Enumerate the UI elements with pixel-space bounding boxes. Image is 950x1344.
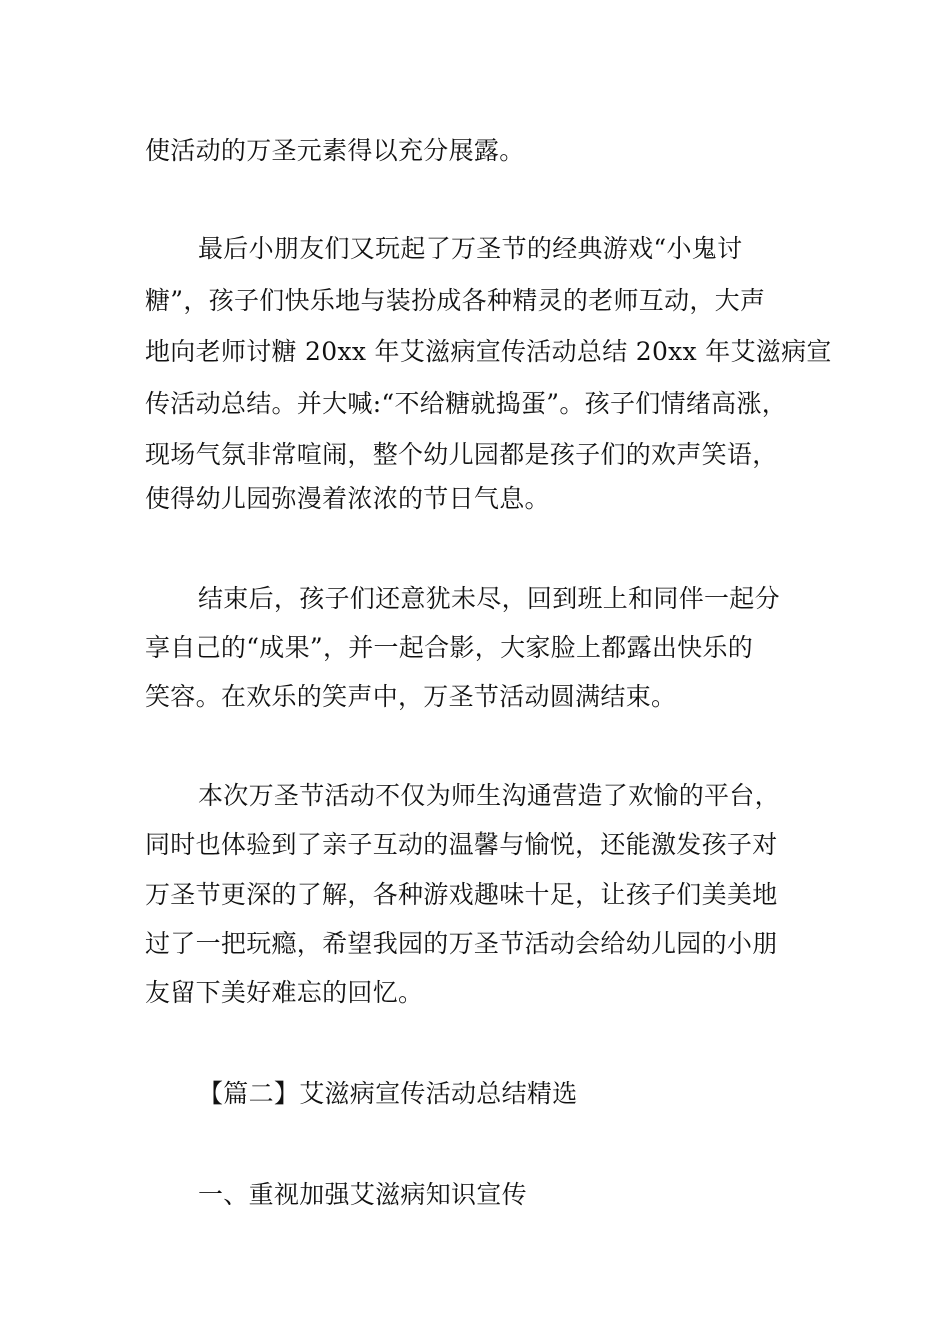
section-subheading: 一、重视加强艾滋病知识宣传 xyxy=(198,1180,527,1209)
paragraph-line: 万圣节更深的了解，各种游戏趣味十足，让孩子们美美地 xyxy=(145,880,778,909)
paragraph-line: 使得幼儿园弥漫着浓浓的节日气息。 xyxy=(145,484,550,513)
paragraph-line: 最后小朋友们又玩起了万圣节的经典游戏“小鬼讨 xyxy=(198,234,743,263)
paragraph-line: 笑容。在欢乐的笑声中，万圣节活动圆满结束。 xyxy=(145,682,677,711)
paragraph-line: 友留下美好难忘的回忆。 xyxy=(145,978,424,1007)
paragraph-line: 现场气氛非常喧闹，整个幼儿园都是孩子们的欢声笑语， xyxy=(145,440,778,469)
paragraph-line: 地向老师讨糖 20xx 年艾滋病宣传活动总结 20xx 年艾滋病宣 xyxy=(145,337,832,366)
paragraph-line: 使活动的万圣元素得以充分展露。 xyxy=(145,136,525,165)
paragraph-line: 同时也体验到了亲子互动的温馨与愉悦，还能激发孩子对 xyxy=(145,830,778,859)
section-title: 【篇二】艾滋病宣传活动总结精选 xyxy=(198,1079,578,1108)
paragraph-line: 糖”，孩子们快乐地与装扮成各种精灵的老师互动，大声 xyxy=(145,286,766,315)
paragraph-line: 结束后，孩子们还意犹未尽，回到班上和同伴一起分 xyxy=(198,584,780,613)
paragraph-line: 传活动总结。并大喊:“不给糖就捣蛋”。孩子们情绪高涨， xyxy=(145,389,788,418)
paragraph-line: 享自己的“成果”，并一起合影，大家脸上都露出快乐的 xyxy=(145,633,754,662)
paragraph-line: 本次万圣节活动不仅为师生沟通营造了欢愉的平台， xyxy=(198,781,780,810)
paragraph-line: 过了一把玩瘾，希望我园的万圣节活动会给幼儿园的小朋 xyxy=(145,929,778,958)
